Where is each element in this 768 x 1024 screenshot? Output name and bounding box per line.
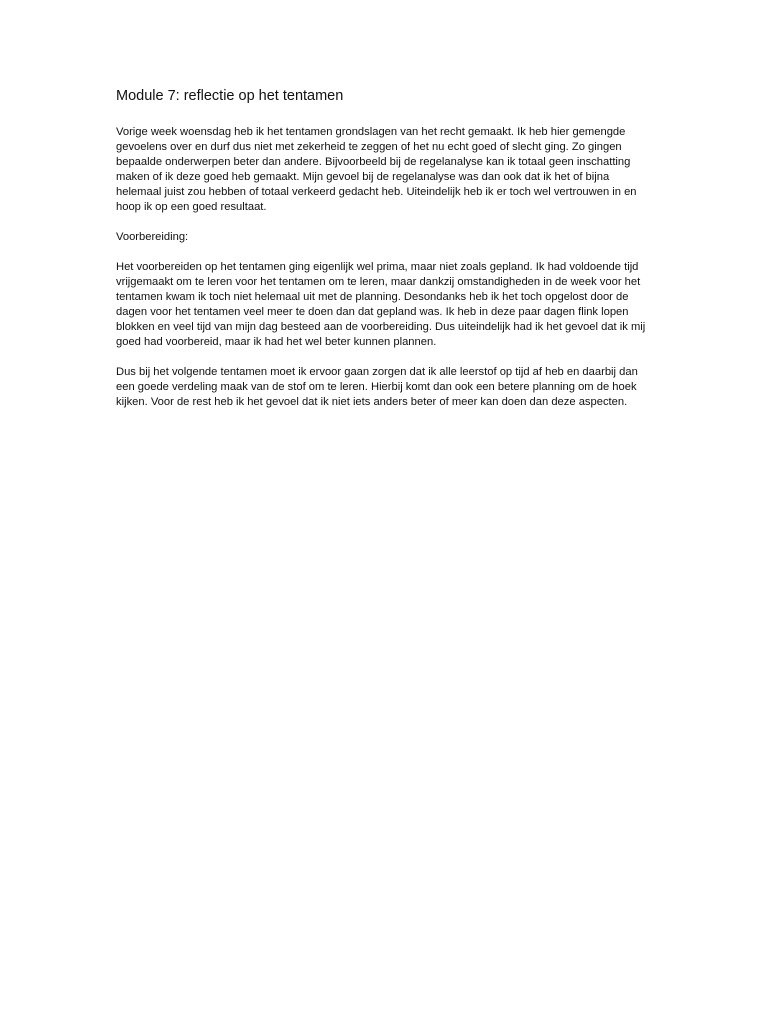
paragraph-intro: Vorige week woensdag heb ik het tentamen grondslagen van het recht gemaakt. Ik heb hier gemengde gevoelens over en durf dus niet met zekerheid te zeggen of het nu echt goed of slecht ging. Zo gingen bepaalde onderwerpen beter dan andere. Bijvoorbeeld bij de regelanalyse kan ik totaal geen inschatting maken of ik deze goed heb gemaakt. Mijn gevoel bij de regelanalyse was dan ook dat ik het of bijna helemaal juist zou hebben of totaal verkeerd gedacht heb. Uiteindelijk heb ik er toch wel vertrouwen in en hoop ik op een goed resultaat. [116,126,637,213]
paragraph-conclusion: Dus bij het volgende tentamen moet ik ervoor gaan zorgen dat ik alle leerstof op tijd af heb en daarbij dan een goede verdeling maak van de stof om te leren. Hierbij komt dan ook een betere planning om de hoek kijken. Voor de rest heb ik het gevoel dat ik niet iets anders beter of meer kan doen dan deze aspecten. [116,366,638,408]
document-body [116,86,656,425]
document-title: Module 7: reflectie op het tentamen [116,88,344,104]
paragraph-voorbereiding: Het voorbereiden op het tentamen ging eigenlijk wel prima, maar niet zoals gepland. Ik had voldoende tijd vrijgemaakt om te leren voor het tentamen om te leren, maar dankzij omstandigheden in de week voor het tentamen kwam ik toch niet helemaal uit met de planning. Desondanks heb ik het toch opgelost door de dagen voor het tentamen veel meer te doen dan dat gepland was. Ik heb in deze paar dagen flink lopen blokken en veel tijd van mijn dag besteed aan de voorbereiding. Dus uiteindelijk had ik het gevoel dat ik mij goed had voorbereid, maar ik had het wel beter kunnen plannen. [116,261,646,348]
section-heading-voorbereiding: Voorbereiding: [116,231,189,243]
